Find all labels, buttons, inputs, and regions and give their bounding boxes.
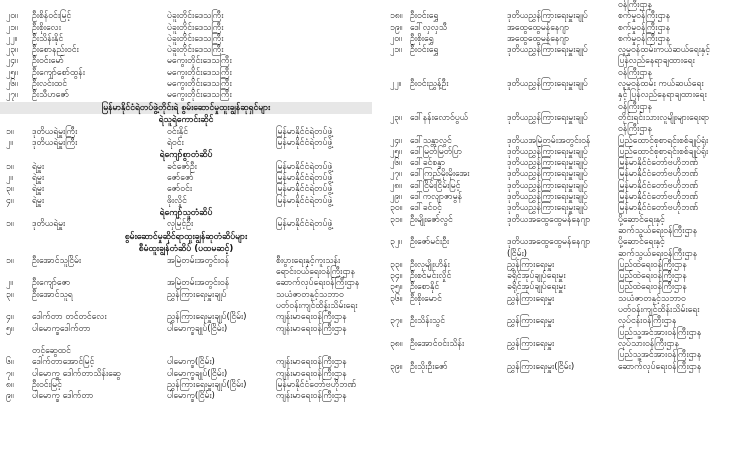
entry-row [0, 138, 372, 149]
entry-pos: ဒုတိယညွှန်ကြားရေးမှူးချုပ် [507, 79, 588, 90]
entry-dept: မြန်မာနိုင်ငံတော်ဗဟိုဘဏ် [618, 169, 699, 180]
entry-dept-line: သယံဇာတနှင့်သဘာဝ [618, 293, 686, 304]
entry-dept: မြန်မာနိုင်ငံတော်ဗဟိုဘဏ် [276, 380, 357, 391]
entry-pos [507, 237, 590, 260]
entry-name: ဒေါ်မြတ်မြတ်ပြာ [410, 146, 463, 157]
entry-dept-line: လူမှုဝန်ထမ်းကယ်ဆယ်ရေးနှင့် [618, 45, 711, 56]
entry-pos: အမြဲတမ်းအတွင်းဝန် [167, 278, 230, 289]
entry-num: ၂၄။ [6, 56, 18, 67]
entry-pos: ဒုတိယညွှန်ကြားရေးမှူးချုပ် [507, 203, 588, 214]
entry-name: ဒုတိယရဲမှူးကြီး [32, 126, 78, 137]
entry-row [375, 362, 750, 373]
entry-row [0, 184, 372, 195]
entry-row [375, 124, 750, 135]
entry-pos: ညွှန်ကြားရေးမှူး [507, 338, 555, 349]
entry-row [0, 312, 372, 323]
entry-name: ဦးမျိုးဇော်လွင် [410, 214, 453, 225]
entry-num: ၃။ [6, 289, 14, 300]
entry-row [375, 11, 750, 22]
entry-row [0, 11, 372, 22]
entry-num: ၅။ [6, 323, 14, 334]
entry-name: ဒုတိယရဲမှူး [32, 219, 66, 230]
entry-dept: ပြည်ထဲရေးဝန်ကြီးဌာန [618, 282, 687, 293]
entry-pos: လှမြင့်ဦး [167, 219, 194, 230]
entry-pos: ဝင်းနိုင် [167, 126, 188, 137]
entry-num: ၂၆။ [6, 79, 18, 90]
entry-num: ၃၁။ [390, 214, 403, 225]
entry-name: ပါမောက္ခဒေါက်တာ [32, 323, 91, 334]
entry-dept-line: ဆက်သွယ်ရေးဝန်ကြီးဌာန [618, 248, 698, 259]
entry-dept: ဝန်ကြီးဌာန [618, 0, 653, 10]
entry-dept-line: စီးပွားရေးနှင့်ကူးသန်း [276, 255, 341, 266]
entry-pos: အထွေထွေမန်နေဂျာ [507, 22, 570, 33]
entry-pos: ဖိုးလှိုင် [167, 195, 187, 206]
entry-name: ဦးကျော်ဇော [32, 278, 71, 289]
entry-name: ဒေါ်နန်းလောဝ်ပွယ် [410, 112, 469, 123]
right-column [375, 0, 750, 373]
entry-name: ဦးအောင်သူငြိမ်း [32, 255, 82, 266]
entry-pos: ဒုတိယညွှန်ကြားရေးမှူးချုပ် [507, 169, 588, 180]
entry-dept: မြန်မာနိုင်ငံတော်ဗဟိုဘဏ် [618, 158, 699, 169]
entry-dept-line: နှင့် ပြန်လည်နေရာချထားရေး [618, 90, 707, 101]
entry-name: ဦးစောနိုင် [410, 282, 440, 293]
entry-pos: ပဲခူးတိုင်းဒေသကြီး [167, 33, 224, 44]
entry-pos: ဒုတိယညွှန်ကြားရေးမှူးချုပ် [507, 180, 588, 191]
entry-num: ၂၈။ [390, 180, 402, 191]
entry-pos: ပဲခူးတိုင်းဒေသကြီး [167, 22, 224, 33]
entry-pos: ညွှန်ကြားရေးမှူး [507, 293, 555, 304]
entry-dept: မြန်မာနိုင်ငံတော်ဗဟိုဘဏ် [618, 192, 699, 203]
entry-row [375, 79, 750, 102]
entry-pos: မကွေးတိုင်းဒေသကြီး [167, 67, 232, 78]
entry-name: ဦးလှမျိုးဟိန်း [410, 259, 450, 270]
entry-num: ၃၃။ [390, 259, 403, 270]
entry-num: ၃၉။ [390, 361, 403, 372]
entry-dept-line: ပြန်လည်နေရာချထားရေး [618, 56, 695, 67]
entry-dept-line: ပို့ဆောင်ရေးနှင့် [618, 237, 665, 248]
entry-dept: မြန်မာနိုင်ငံတော်ဗဟိုဘဏ် [618, 203, 699, 214]
entry-num: ၁။ [6, 255, 14, 266]
entry-row [375, 136, 750, 147]
entry-row [0, 0, 372, 11]
entry-row [0, 290, 372, 313]
entry-dept: မြန်မာနိုင်ငံရဲတပ်ဖွဲ့ [276, 184, 333, 195]
entry-num: ၁။ [6, 126, 14, 137]
entry-row [375, 147, 750, 158]
entry-dept: ဆောက်လုပ်ရေးဝန်ကြီးဌာန [618, 361, 702, 372]
entry-row [375, 113, 750, 124]
entry-row [375, 68, 750, 79]
entry-row [375, 271, 750, 282]
entry-pos: ညွှန်ကြားရေးမှူး(ငြိမ်း) [507, 361, 575, 372]
entry-pos: ညွှန်ကြားရေးမှူး [507, 316, 555, 327]
entry-num: ၂၇။ [6, 90, 18, 101]
entry-num: ၄။ [6, 312, 14, 323]
entry-pos: ခရိုင်အုပ်ချုပ်ရေးမှူး [507, 271, 566, 282]
entry-num: ၃၈။ [390, 338, 403, 349]
entry-num: ၁။ [6, 161, 14, 172]
entry-num: ၂၁။ [390, 45, 402, 56]
entry-dept: ကျန်းမာရေးဝန်ကြီးဌာန [276, 312, 347, 323]
section-heading: ရဲကျော်စွာတံဆိပ် [159, 150, 213, 161]
entry-name: ဒေါက်တာ တင်တင်လေး [32, 312, 107, 323]
entry-dept: မြန်မာနိုင်ငံရဲတပ်ဖွဲ့ [276, 161, 333, 172]
entry-dept-line: လုပ်သားဝန်ကြီးဌာန [618, 338, 680, 349]
entry-row [375, 294, 750, 317]
entry-pos: ပါမောက္ခ(ငြိမ်း) [167, 391, 215, 402]
entry-pos: ဇော်ဝင်း [167, 184, 193, 195]
entry-dept: တိုင်းရင်းသားလူမျိုးများရေးရာ [618, 112, 710, 123]
entry-dept: စက်မှုဝန်ကြီးဌာန [618, 22, 671, 33]
entry-row [375, 45, 750, 68]
entry-num: ၃၅။ [390, 282, 403, 293]
entry-num: ၆။ [6, 357, 14, 368]
entry-row [0, 324, 372, 347]
entry-num: ၁၈။ [390, 11, 403, 22]
entry-row [375, 158, 750, 169]
entry-num: ၂၃။ [6, 45, 18, 56]
entry-num: ၂။ [6, 278, 13, 289]
entry-dept: မြန်မာနိုင်ငံရဲတပ်ဖွဲ့ [276, 195, 333, 206]
entry-name: ပါမောက္ခ ဒေါက်တာသိန်းဆွေ [32, 368, 121, 379]
entry-name: ဦးစိုးမောင် [410, 293, 442, 304]
section-heading: ရဲသူရဲကောင်းဆိုင် [158, 115, 214, 126]
entry-pos: ပါမောက္ခချုပ်(ငြိမ်း) [167, 368, 228, 379]
entry-pos: အထွေထွေမန်နေဂျာ [507, 33, 570, 44]
section-heading: မြန်မာနိုင်ငံရဲတပ်ဖွဲ့တိုင်းရဲ စွမ်းဆောင်မှုထူးချွန်ဆုရှင်များ [0, 102, 372, 115]
entry-num: ၂၃။ [390, 112, 402, 123]
entry-row [0, 173, 372, 184]
entry-row [0, 45, 372, 56]
entry-pos: ဒုတိယညွှန်ကြားရေးမှူးချုပ် [507, 112, 588, 123]
entry-pos: ပဲခူးတိုင်းဒေသကြီး [167, 11, 224, 22]
entry-name: ဦးစိုးရွှေ [410, 33, 434, 44]
entry-row [375, 34, 750, 45]
entry-row [0, 278, 372, 289]
entry-row [0, 380, 372, 391]
entry-name: ရဲမှူး [32, 173, 45, 184]
entry-name: ဦးစိုးလေး [32, 22, 61, 33]
entry-row [375, 192, 750, 203]
entry-name: တင့်ဆွေထင် [32, 346, 71, 357]
entry-dept: စက်မှုဝန်ကြီးဌာန [618, 33, 671, 44]
entry-pos: ဒုတိယညွှန်ကြားရေးမှူးချုပ် [507, 45, 588, 56]
entry-pos: ဒုတိယညွှန်ကြားရေးမှူးချုပ် [507, 11, 588, 22]
entry-pos: ဒုတိယအမြဲတမ်းအတွင်းဝန် [507, 135, 591, 146]
entry-row [375, 169, 750, 180]
entry-dept [618, 294, 699, 317]
entry-name: ဦးဝင်းမြင့် [32, 380, 62, 391]
entry-row [0, 34, 372, 45]
entry-name: ဒေါ်ခင်ဝင့် [410, 203, 442, 214]
entry-dept: မြန်မာနိုင်ငံရဲတပ်ဖွဲ့ [276, 126, 333, 137]
entry-num: ၂၀။ [6, 11, 18, 22]
entry-dept: ဝန်ကြီးဌာန [618, 101, 653, 112]
entry-name: ဦးစောနည်းဝင်း [32, 45, 79, 56]
entry-row [0, 56, 372, 67]
entry-name: ဦးအောင်ဝင်းသိန်း [410, 338, 465, 349]
entry-num: ၁၉။ [390, 22, 403, 33]
section-heading: ရဲကျော်သူတံဆိပ် [159, 207, 213, 218]
entry-row [375, 0, 750, 11]
entry-name: ဦးသိန်းနိုင် [32, 33, 64, 44]
entry-name: ဒုတိယရဲမှူးကြီး [32, 137, 78, 148]
entry-row [375, 316, 750, 339]
entry-name: ဦးဇော်မင်းဦး [410, 237, 450, 248]
entry-row [375, 260, 750, 271]
entry-row [375, 203, 750, 214]
entry-dept-line: ပို့ဆောင်ရေးနှင့် [618, 214, 665, 225]
entry-num: ၂၅။ [390, 146, 402, 157]
entry-name: ဦးစိန်ဝင်းမြင့် [32, 11, 72, 22]
entry-pos: ပါမောက္ခ(ငြိမ်း) [167, 357, 215, 368]
entry-dept: ပြည်ထဲရေးဝန်ကြီးဌာန [618, 259, 687, 270]
entry-num: ၂။ [6, 173, 13, 184]
entry-row [0, 391, 372, 402]
entry-num: ၂၇။ [390, 169, 402, 180]
entry-name: ပါမောက္ခ ဒေါက်တာ [32, 391, 94, 402]
entry-dept: ကျန်းမာရေးဝန်ကြီးဌာန [276, 391, 347, 402]
entry-row [0, 346, 372, 357]
entry-num: ၇။ [6, 368, 14, 379]
entry-row [375, 237, 750, 260]
entry-name: ဒေါ်ကလျာဇာမွန် [410, 192, 463, 203]
entry-row [375, 282, 750, 293]
entry-name: ဦးသီဟဇော် [32, 90, 69, 101]
entry-name: ဦးကျော်စော်ထွန်း [32, 67, 85, 78]
entry-name: ဦးသိုးဦးဇော် [410, 361, 448, 372]
entry-pos: ခင်ဇော်ဦး [167, 161, 197, 172]
entry-dept: ကျန်းမာရေးဝန်ကြီးဌာန [276, 368, 347, 379]
entry-dept-line: ပြည်သူ့အင်အားဝန်ကြီးဌာန [618, 327, 702, 338]
entry-dept: စက်မှုဝန်ကြီးဌာန [618, 11, 671, 22]
entry-pos: အမြဲတမ်းအတွင်းဝန် [167, 255, 230, 266]
entry-pos-line: ဒုတိယအထွေထွေမန်နေဂျာ [507, 237, 591, 248]
entry-num: ၃၇။ [390, 316, 403, 327]
entry-pos: ဒုတိယညွှန်ကြားရေးမှူးချုပ် [507, 158, 588, 169]
entry-dept-line: လူမှုဝန်ထမ်း ကယ်ဆယ်ရေး [618, 79, 704, 90]
entry-dept [276, 290, 357, 313]
entry-num: ၂။ [6, 137, 13, 148]
entry-pos: ခရိုင်အုပ်ချုပ်ရေးမှူး [507, 282, 566, 293]
entry-pos-line: (ငြိမ်း) [507, 248, 528, 259]
entry-dept: ပြည်ထောင်စုစာရင်းစစ်ချုပ်ရုံး [618, 146, 709, 157]
entry-pos: ဒုတိယညွှန်ကြားရေးမှူးချုပ် [507, 192, 588, 203]
entry-pos: ဒုတိယညွှန်ကြားရေးမှူးချုပ် [507, 146, 588, 157]
entry-row [0, 79, 372, 90]
entry-dept-line: ပတ်ဝန်းကျင်ထိန်းသိမ်းရေး [618, 305, 700, 316]
entry-row [0, 162, 372, 173]
entry-name: ရဲမှူး [32, 161, 45, 172]
entry-dept [618, 215, 697, 238]
entry-num: ၂၀။ [390, 33, 402, 44]
entry-pos: ညွှန်ကြားရေးမှူးချုပ် [167, 289, 227, 300]
entry-row [0, 23, 372, 34]
entry-row [0, 90, 372, 101]
entry-pos: ပဲခူးတိုင်းဒေသကြီး [167, 45, 224, 56]
entry-row [375, 339, 750, 362]
entry-name: ဒေါ်ခင်စန္ဒာ [410, 158, 446, 169]
entry-name: ဒေါ်သန္တာလွင် [410, 135, 452, 146]
entry-dept [618, 45, 710, 68]
entry-pos: မကွေးတိုင်းဒေသကြီး [167, 79, 232, 90]
entry-row [0, 68, 372, 79]
entry-dept: ဝန်ကြီးဌာန [618, 124, 653, 135]
entry-row [0, 357, 372, 368]
entry-row [375, 23, 750, 34]
entry-dept: မြန်မာနိုင်ငံတော်ဗဟိုဘဏ် [618, 180, 699, 191]
left-column [0, 0, 372, 403]
entry-name: ဦးဝင်းရွှေ [410, 11, 439, 22]
entry-pos: မကွေးတိုင်းဒေသကြီး [167, 90, 232, 101]
entry-num: ၄။ [6, 195, 14, 206]
entry-pos: ရဲဝင်း [167, 137, 184, 148]
entry-name: ဦးဝင်းမော် [32, 56, 64, 67]
entry-num: ၂၄။ [390, 135, 402, 146]
entry-num: ၂၂။ [6, 33, 18, 44]
entry-row [375, 102, 750, 113]
entry-row [375, 181, 750, 192]
entry-dept: ကျန်းမာရေးဝန်ကြီးဌာန [276, 357, 347, 368]
entry-dept [618, 237, 697, 260]
entry-num: ၃၂။ [390, 237, 402, 248]
entry-dept [618, 79, 707, 102]
entry-row [0, 256, 372, 279]
entry-num: ၃၄။ [390, 271, 403, 282]
entry-dept-line: လုပ်ငန်းဝန်ကြီးဌာန [618, 316, 677, 327]
entry-dept-line: ဆက်သွယ်ရေးဝန်ကြီးဌာန [618, 225, 698, 236]
entry-num: ၂၂။ [390, 79, 402, 90]
entry-num: ၈။ [6, 380, 14, 391]
entry-dept-line: ပတ်ဝန်းကျင်ထိန်းသိမ်းရေး [276, 300, 358, 311]
entry-dept [276, 256, 355, 279]
entry-num: ၂၅။ [6, 67, 18, 78]
entry-pos: ညွှန်ကြားရေးမှူးချုပ်(ငြိမ်း) [167, 312, 247, 323]
entry-row [0, 219, 372, 230]
entry-dept: ဝန်ကြီးဌာန [618, 67, 653, 78]
entry-num: ၉။ [6, 391, 14, 402]
entry-name: ဒေါ်ကြည်မိုးမိုးအေး [410, 169, 470, 180]
entry-num: ၃။ [6, 184, 14, 195]
entry-dept-line: ကျန်းမာရေးဝန်ကြီးဌာန [276, 323, 347, 334]
entry-row [0, 369, 372, 380]
entry-name: ဒေါ်ငြိမ်းငြိမ်းမြင့် [410, 180, 461, 191]
entry-name: ဦးအောင်သူရ [32, 289, 73, 300]
entry-dept-line: သယံဇာတနှင့်သဘာဝ [276, 289, 344, 300]
entry-pos: ဇော်ဇော် [167, 173, 194, 184]
entry-dept: မြန်မာနိုင်ငံရဲတပ်ဖွဲ့ [276, 219, 333, 230]
entry-name: ဦးဝင်းရွှေ [410, 45, 439, 56]
entry-num: ၂၉။ [390, 192, 402, 203]
entry-num: ၂၁။ [6, 22, 18, 33]
entry-num: ၃၆။ [390, 293, 403, 304]
entry-name: ဒေါ်လှလှသီ [410, 22, 448, 33]
entry-dept-line: ပြည်သူ့အင်အားဝန်ကြီးဌာန [618, 350, 702, 361]
entry-dept: ပြည်ထောင်စုစာရင်းစစ်ချုပ်ရုံး [618, 135, 709, 146]
entry-pos [167, 324, 227, 335]
entry-dept-line: ရောင်းဝယ်ရေးဝန်ကြီးဌာန [276, 267, 356, 278]
section-heading: စွမ်းဆောင်မှုဆိုင်ရာထူးချွန်ဆုတံဆိပ်များ [124, 231, 248, 242]
entry-row [0, 127, 372, 138]
entry-name: ဒေါက်တာအောင်မြင့် [32, 357, 95, 368]
entry-row [0, 196, 372, 207]
entry-dept [618, 316, 701, 339]
entry-num: ၃၀။ [390, 203, 403, 214]
entry-name: ဦးသိန်းသွင် [410, 316, 445, 327]
entry-dept: မြန်မာနိုင်ငံရဲတပ်ဖွဲ့ [276, 137, 333, 148]
entry-pos: မကွေးတိုင်းဒေသကြီး [167, 56, 232, 67]
entry-dept: ပြည်ထဲရေးဝန်ကြီးဌာန [618, 271, 687, 282]
entry-dept [276, 324, 347, 335]
entry-num: ၁။ [6, 219, 14, 230]
entry-name: ရဲမှူး [32, 195, 45, 206]
entry-dept: မြန်မာနိုင်ငံရဲတပ်ဖွဲ့ [276, 173, 333, 184]
entry-dept: ဆောက်လုပ်ရေးဝန်ကြီးဌာန [276, 278, 360, 289]
entry-row [375, 215, 750, 238]
entry-pos: ဒုတိယအထွေထွေမန်နေဂျာ [507, 214, 591, 225]
entry-num: ၂၆။ [390, 158, 402, 169]
entry-name: ရဲမှူး [32, 184, 45, 195]
entry-name: ဦးစင်မင်းလှိုင် [410, 271, 452, 282]
entry-pos-line: ပါမောက္ခချုပ်(ငြိမ်း) [167, 323, 228, 334]
entry-dept [618, 339, 701, 362]
entry-name: ဦးလင်းထင် [32, 79, 68, 90]
section-heading: စီမံထူးချွန်တံဆိပ် (ပထမဆင့်) [138, 244, 234, 255]
entry-pos: ညွှန်ကြားရေးမှူး [507, 259, 555, 270]
entry-name: ဦးဝင်းညွှန့်ဦး [410, 79, 449, 90]
entry-pos: ညွှန်ကြားရေးမှူးချုပ်(ငြိမ်း) [167, 380, 247, 391]
